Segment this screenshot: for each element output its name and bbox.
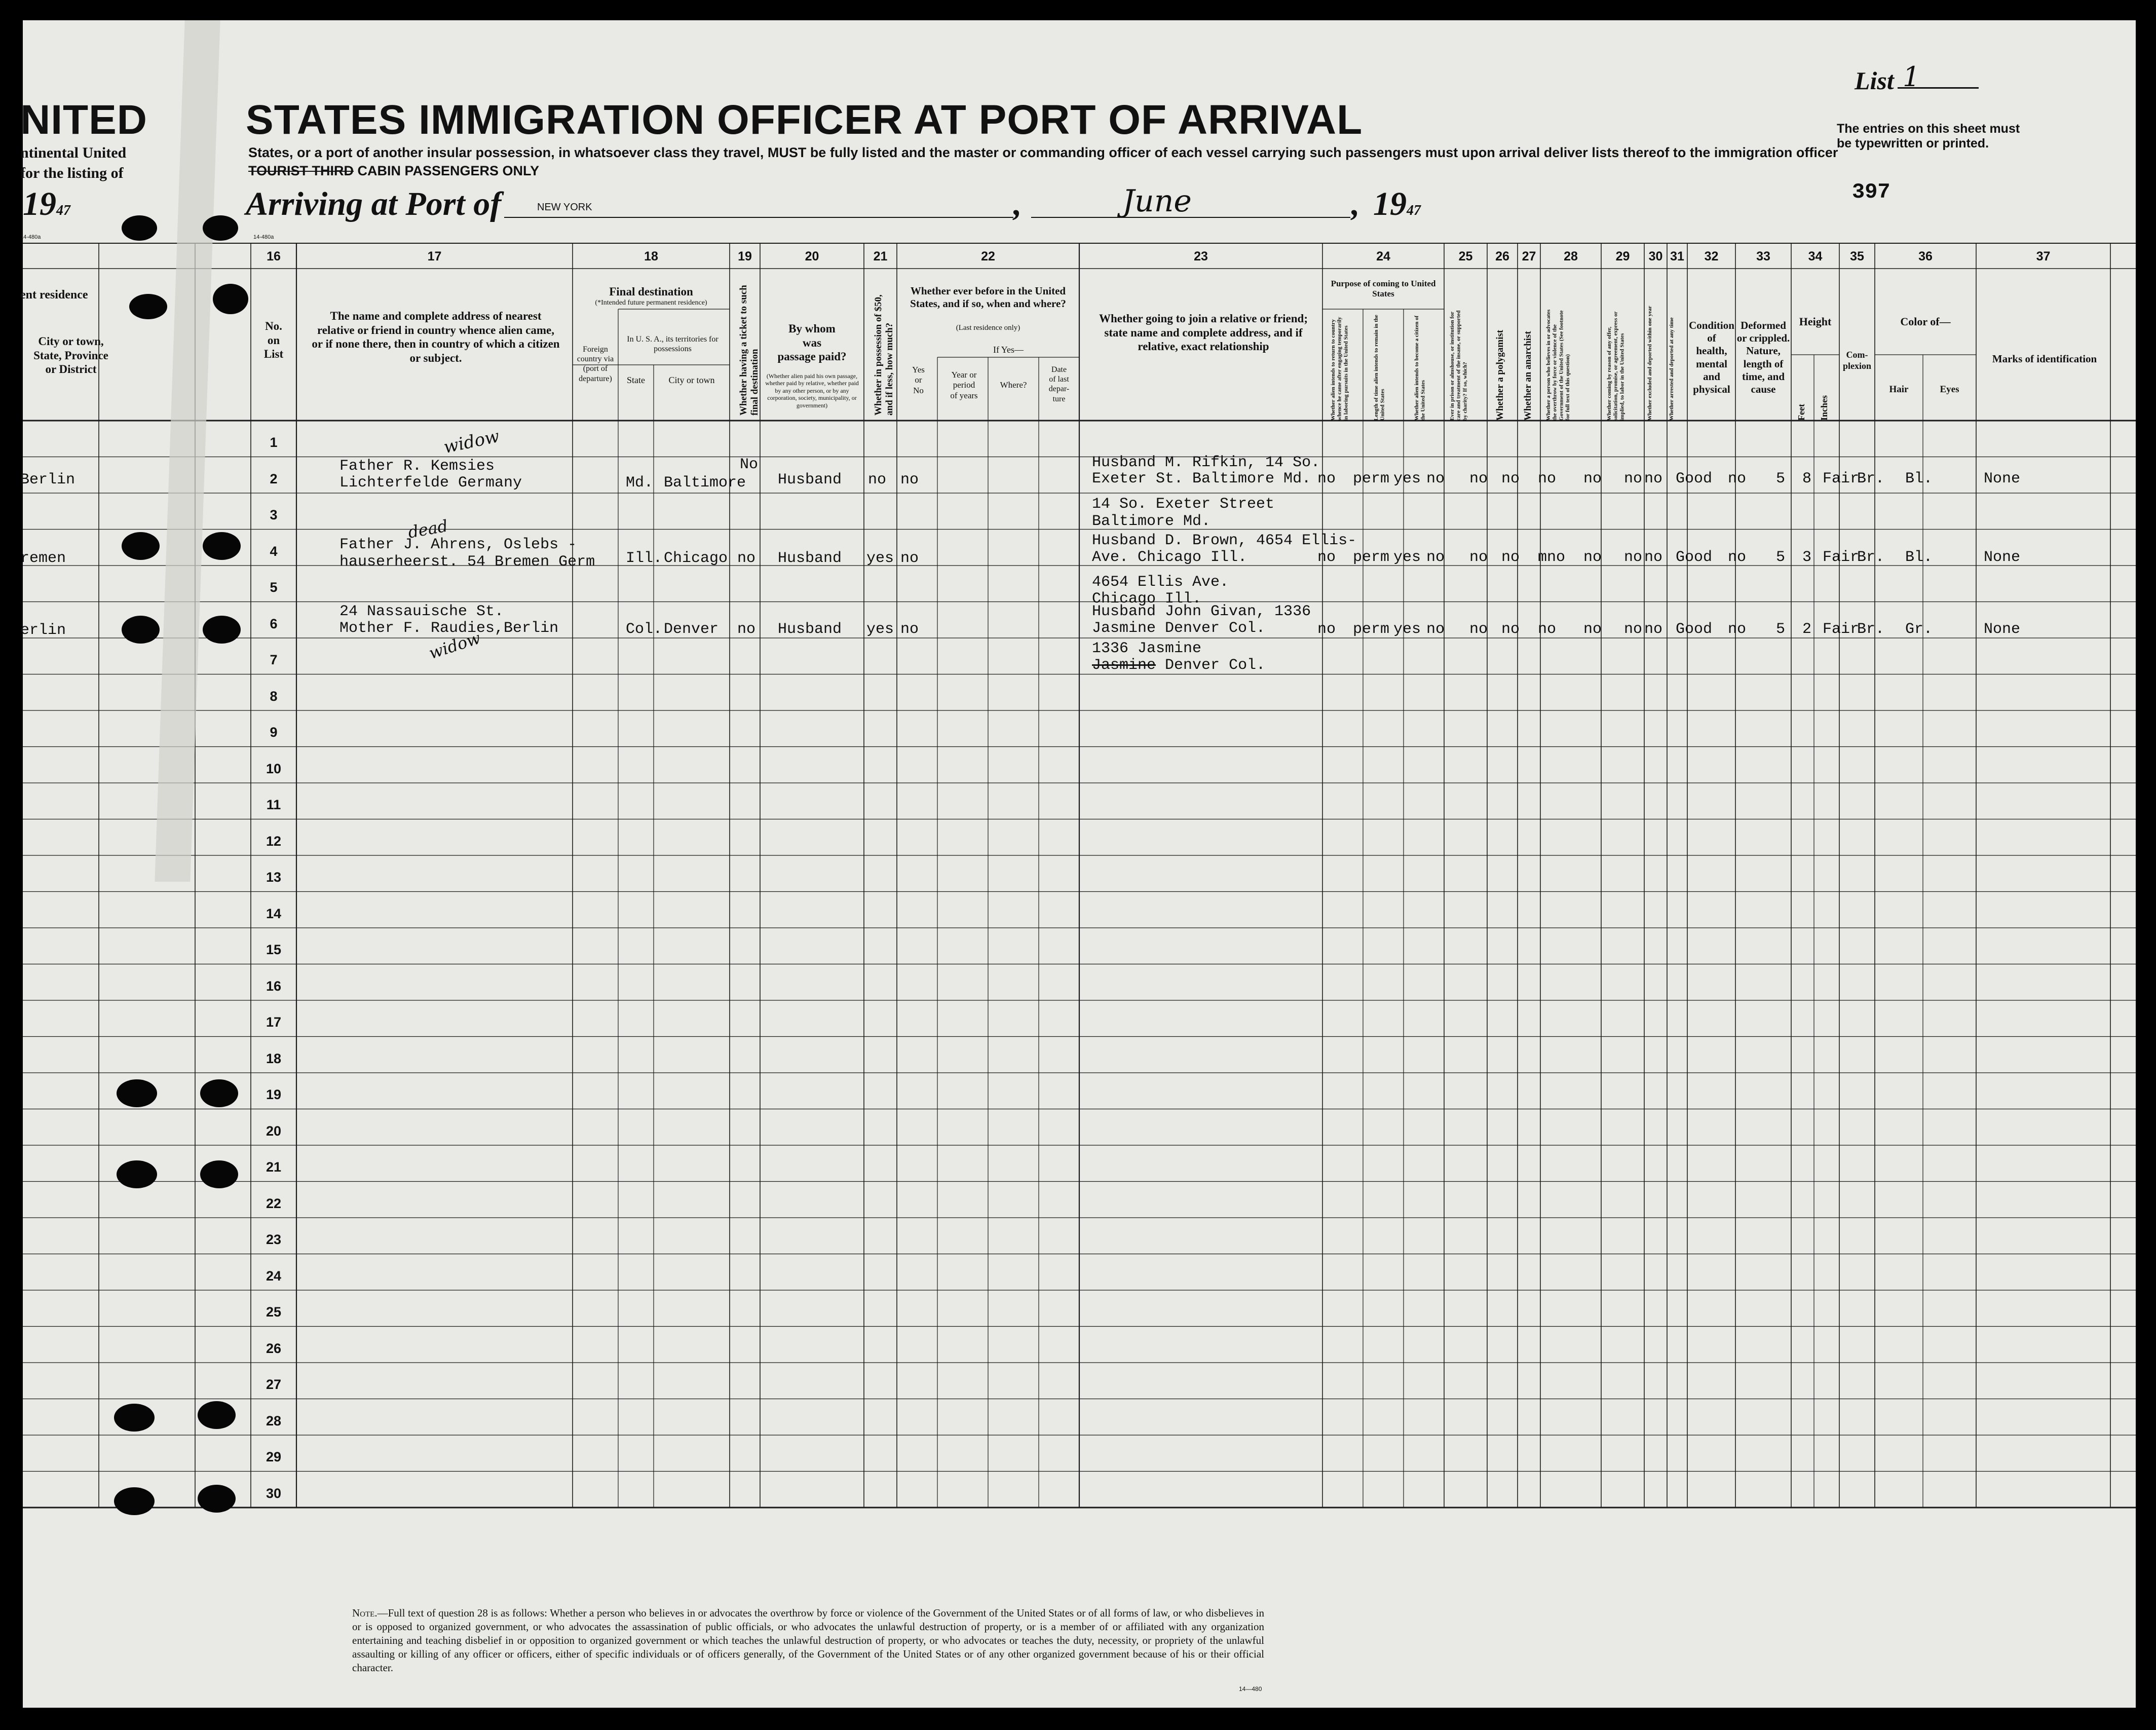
col-number: 26 [1495,249,1509,264]
polygamist-cell: no [1469,470,1488,487]
footnote-lead: Note. [352,1607,377,1619]
row-number: 8 [270,688,278,704]
state-cell: Col. [626,621,663,638]
paid-by-head [763,322,861,364]
row-number: 27 [266,1377,282,1392]
row-number: 13 [266,870,282,885]
health-cell: Good [1676,621,1713,638]
relative-handwritten: dead [406,516,449,542]
join-cell: Ave. Chicago Ill. [1092,549,1247,566]
feet-cell: 5 [1776,621,1786,638]
citizen-cell: yes [1393,549,1421,566]
return-cell: no [1317,621,1336,638]
no-on-list-line: List [263,348,284,361]
complexion-head [1839,350,1875,371]
join-relative-head: Whether going to join a relative or friend; state name and complete address, and if relative, exact relationship [1099,312,1308,353]
purpose-head: Purpose of coming to United States [1331,279,1436,299]
city-cell: Chicago [664,550,728,567]
row-number: 3 [270,507,278,522]
col-number: 16 [267,249,281,264]
q30-cell: no [1624,549,1643,566]
footnote [352,1606,1264,1674]
relative-handwritten: widow [426,628,483,663]
join-cell: Baltimore Md. [1092,513,1211,530]
anarchist-head: Whether an anarchist [1523,331,1533,421]
last-departure-line: depar- [1048,385,1070,394]
marks-cell: None [1984,549,2021,566]
inches-cell: 2 [1802,621,1812,638]
col-number: 24 [1376,249,1390,264]
ticket-cell: no [737,550,756,567]
q31-cell: no [1644,621,1663,638]
punch-hole [117,1160,157,1188]
in-usa-head: In U. S. A., its territories for possessions [627,335,718,354]
col-number: 33 [1756,249,1770,264]
footnote-form-code: 14—480 [1239,1685,1262,1693]
form-subtitle: States, or a port of another insular possession, in whatsoever class they travel, MUST be fully listed and the master or commanding officer of each vessel carrying such passengers must upon arrival deliver lists thereof to the immigration officer [248,145,1838,160]
inches-head: Inches [1819,395,1829,421]
punch-hole [129,294,167,319]
row-number: 30 [266,1485,282,1501]
eyes-cell: Gr. [1905,621,1933,638]
money-cell: yes [866,621,894,638]
q31-cell: no [1644,470,1663,487]
deformed-line: length of [1743,357,1784,370]
punch-hole [122,215,157,241]
row-number: 23 [266,1232,282,1247]
col-number: 19 [738,249,752,264]
join-cell: Chicago Ill. [1092,590,1202,608]
top-right-note [1837,122,2020,151]
residence-sub-line: City or town, [38,335,104,348]
polygamist-cell: no [1469,549,1488,566]
paid-by-cell: Husband [778,550,842,567]
polygamist-cell: no [1469,621,1488,638]
last-departure-line: ture [1052,394,1066,403]
final-destination-sub: (*Intended future permanent residence) [595,299,707,307]
last-departure-head [1039,365,1079,404]
length-cell: perm [1353,621,1390,638]
health-head [1688,319,1735,396]
col-number: 32 [1704,249,1719,264]
residence-cell: erlin [20,622,66,639]
left-cut-title: NITED [20,97,147,143]
punch-hole [200,1079,238,1107]
left-cut-line: for the listing of [20,165,124,181]
arrival-year [1373,185,1421,223]
punch-hole [203,532,241,560]
deformed-line: time, and [1742,370,1785,383]
year-period-head [940,370,988,401]
relative-cell: 24 Nassauische St. [339,603,504,620]
yes-no-line: Yes [912,365,925,374]
year-left [23,185,70,223]
row-number: 22 [266,1195,282,1211]
form-code: 14-480a [20,234,41,240]
complexion-cell: Fair [1823,621,1860,638]
eyes-cell: Bl. [1905,549,1933,566]
col-number: 21 [873,249,888,264]
punch-hole [198,1485,236,1513]
punch-hole [114,1487,155,1515]
complexion-line: plexion [1842,360,1871,371]
deformed-line: or crippled. [1736,332,1790,345]
anarchist-cell: no [1501,549,1520,566]
cabin-class: CABIN PASSENGERS ONLY [357,163,540,178]
year-period-line: of years [950,390,978,400]
q30-head: Whether excluded and deported within one year [1647,306,1653,421]
health-line: physical [1693,383,1730,395]
q29-cell: no [1583,470,1602,487]
year-period-line: Year or [951,370,977,380]
row-number: 6 [270,616,278,631]
arrival-month: June [1122,183,1192,219]
q31-cell: no [1644,549,1663,566]
relative-cell: Lichterfelde Germany [339,474,522,492]
inches-cell: 8 [1802,470,1812,487]
row-number: 2 [270,471,278,486]
deformed-line: Deformed [1741,319,1786,331]
paid-by-line: By whom [788,322,836,335]
col-number: 23 [1194,249,1208,264]
q30-cell: no [1624,470,1643,487]
port-underline [504,217,1013,218]
feet-head: Feet [1796,404,1806,421]
ever-before-cell: no [900,550,919,567]
feet-cell: 5 [1776,549,1786,566]
state-head: State [627,375,645,385]
list-number-underline [1898,87,1979,89]
col-number: 25 [1458,249,1473,264]
paid-by-line: passage paid? [777,350,847,363]
join-cell: 4654 Ellis Ave. [1092,574,1229,591]
port-name: NEW YORK [537,202,592,213]
ticket-cell: No [740,456,759,473]
punch-hole [122,616,160,644]
health-cell: Good [1676,549,1713,566]
nearest-relative-head: The name and complete address of nearest relative or friend in country whence alien came, or if none there, then in country of which a citizen or subject. [312,310,560,364]
state-cell: Ill. [626,550,663,567]
relative-cell: Father R. Kemsies [339,458,495,475]
anarchist-cell: no [1501,621,1520,638]
possession-head: Whether in possession of $50, and if less, how much? [873,294,895,416]
complexion-cell: Fair [1823,549,1860,566]
list-label: List [1855,66,1894,95]
row-number: 19 [266,1087,282,1102]
relative-cell: Father J. Ahrens, Oslebs - [339,536,577,553]
ever-before-cell: no [900,471,919,488]
col-number: 34 [1808,249,1823,264]
q28-cell: no [1538,621,1557,638]
row-number: 20 [266,1123,282,1139]
punch-hole [198,1401,236,1429]
yes-no-line: or [915,375,922,385]
row-number: 26 [266,1340,282,1356]
col-number: 36 [1918,249,1933,264]
hair-cell: Br. [1857,621,1885,638]
row-number: 9 [270,725,278,740]
row-number: 17 [266,1014,282,1030]
punch-hole [117,1079,157,1107]
year-period-line: period [953,380,975,390]
row-number: 4 [270,543,278,559]
health-cell: Good [1676,470,1713,487]
relative-cell: Mother F. Raudies,Berlin [339,620,559,637]
citizen-cell: yes [1393,621,1421,638]
form-code: 14-480a [253,234,274,240]
last-departure-line: of last [1049,375,1069,384]
relative-handwritten: widow [442,426,502,458]
row-number: 11 [266,797,281,812]
inches-cell: 3 [1802,549,1812,566]
length-cell: perm [1353,470,1390,487]
ticket-cell: no [737,621,756,638]
row-number: 28 [266,1413,282,1428]
prison-head: Ever in prison or almshouse, or institution for care and treatment of the insane, or supported by charity? If so, which? [1449,310,1468,421]
paid-by-line: was [802,336,822,349]
row-number: 16 [266,978,282,994]
footnote-text: —Full text of question 28 is as follows: Whether a person who believes in or advocates the overthrow by force or violence of the Government of the United States or of all forms of law, or who disbelieves in or is opposed to organized government, or who advocates the assassination of public officials, or who advocates the unlawful destruction of property, or is a member of or affiliated with any organization entertaining and teaching disbelief in or opposition to organized government or which teaches the unlawful destruction of property, or who advocates or teaches the duty, necessity, or propriety of the unlawful assaulting or killing of any officer or officers, either of specific individuals or of officers generally, of the Government of the United States or of any other organized government because of his or their official character. [352,1607,1264,1674]
manifest-sheet [20,20,2136,1708]
color-of-head: Color of— [1900,315,1951,328]
hair-cell: Br. [1857,549,1885,566]
left-cut-line: ntinental United [20,144,127,161]
no-on-list-line: on [267,333,280,347]
comma: , [1013,185,1022,222]
marks-head: Marks of identification [1992,353,2097,365]
q28-head: Whether a person who believes in or advocates the overthrow by force or violence of the Government of the United States (See footnote for full text of this question) [1545,309,1571,421]
row-number: 21 [266,1159,282,1175]
row-number: 5 [270,580,278,595]
eyes-head: Eyes [1940,384,1959,395]
top-right-note-line: The entries on this sheet must [1837,122,2020,136]
col-number: 22 [981,249,995,264]
year-left-suffix: 47 [56,203,70,218]
list-number: 1 [1903,61,1920,93]
struck-text: Jasmine [1092,657,1156,674]
year-suffix: 47 [1407,203,1421,218]
ever-before-cell: no [900,621,919,638]
residence-cell: Berlin [20,471,75,488]
city-cell: Baltimore [664,474,746,492]
row-number: 18 [266,1050,282,1066]
height-head: Height [1799,315,1832,328]
health-line: of [1707,332,1716,345]
last-departure-line: Date [1051,365,1067,374]
complexion-cell: Fair [1823,470,1860,487]
row-number: 14 [266,906,282,921]
health-line: mental [1696,357,1727,370]
purpose-return-head: Whether alien intends to return to country whence he came after engaging temporarily in laboring pursuits in the United States [1330,317,1349,421]
city-cell: Denver [664,621,719,638]
punch-hole [213,284,248,314]
col-number: 37 [2036,249,2051,264]
paid-by-sub: (Whether alien paid his own passage, whether paid by relative, whether paid by any other person, or by any corporation, society, municipality, or government) [765,372,859,409]
return-cell: no [1317,470,1336,487]
deformed-cell: no [1728,621,1747,638]
join-cell: Exeter St. Baltimore Md. [1092,470,1311,487]
deformed-head [1735,319,1791,396]
residence-head: ent residence [20,288,88,302]
row-number: 10 [266,761,282,776]
col-number: 27 [1522,249,1536,264]
arriving-label: Arriving at Port of [246,185,502,222]
residence-sub-line: or District [45,363,97,376]
table-grid [23,20,2136,1708]
punch-hole [203,215,238,241]
join-cell: Husband D. Brown, 4654 Ellis- [1092,532,1357,549]
feet-cell: 5 [1776,470,1786,487]
health-line: health, [1696,345,1727,357]
join-cell: Husband M. Rifkin, 14 So. [1092,454,1320,471]
money-cell: no [868,471,887,488]
deformed-line: cause [1751,383,1776,395]
purpose-length-head: Length of time alien intends to remain in the United States [1373,315,1386,421]
col-number: 20 [805,249,819,264]
deformed-cell: no [1728,470,1747,487]
deformed-line: Nature, [1746,345,1781,357]
eyes-cell: Bl. [1905,470,1933,487]
city-head: City or town [668,375,715,385]
row-number: 1 [270,435,278,450]
join-cell: Jasmine Denver Col. [1092,620,1266,637]
deformed-cell: no [1728,549,1747,566]
hair-head: Hair [1889,384,1909,395]
length-cell: perm [1353,549,1390,566]
no-on-list-line: No. [265,320,282,332]
citizen-cell: yes [1393,470,1421,487]
join-cell: 14 So. Exeter Street [1092,496,1275,513]
col-number: 18 [644,249,658,264]
join-cell-text: Denver Col. [1165,657,1266,674]
complexion-line: Com- [1846,350,1868,360]
paid-by-cell: Husband [778,471,842,488]
col-number: 28 [1564,249,1578,264]
col-number: 17 [427,249,442,264]
row-number: 7 [270,652,278,667]
q28-cell: no [1538,470,1557,487]
paid-by-cell: Husband [778,621,842,638]
health-line: and [1703,370,1720,383]
comma: , [1351,185,1360,222]
ticket-head: Whether having a ticket to such final destination [738,285,760,416]
prison-cell: no [1426,470,1445,487]
row-number: 12 [266,833,282,849]
col-number: 31 [1670,249,1684,264]
punch-hole [122,532,160,560]
no-on-list-head [251,319,296,361]
ever-before-head: Whether ever before in the United States, and if so, when and where? [910,285,1066,310]
health-line: Condition [1689,319,1734,331]
money-cell: yes [866,550,894,567]
residence-cell: remen [20,550,66,567]
q31-head: Whether arrested and deported at any time [1669,317,1675,421]
sheet-number: 397 [1852,180,1890,204]
col-number: 30 [1648,249,1663,264]
join-cell: Husband John Givan, 1336 [1092,603,1311,620]
final-destination-head: Final destination [609,285,693,298]
struck-class: TOURIST THIRD [248,163,354,178]
foreign-country-head: Foreign country via (port of departure) [577,345,614,383]
year-prefix: 19 [1373,185,1407,222]
relative-cell: hauserheerst. 54 Bremen Germ [339,553,595,571]
residence-sub-line: State, Province [33,349,108,362]
where-head: Where? [1000,380,1027,390]
residence-sub [20,334,122,377]
yes-no-line: No [913,385,924,395]
state-cell: Md. [626,474,654,492]
anarchist-cell: no [1501,470,1520,487]
row-number: 24 [266,1268,282,1284]
top-right-note-line: be typewritten or printed. [1837,136,1989,151]
join-cell-line [1092,657,1265,674]
if-yes: If Yes— [993,345,1024,355]
year-left-prefix: 19 [23,185,56,222]
col-number: 29 [1615,249,1630,264]
q30-cell: no [1624,621,1643,638]
row-number: 15 [266,942,282,957]
marks-cell: None [1984,470,2021,487]
col-number: 35 [1850,249,1864,264]
q28-cell: mno [1538,549,1566,566]
form-title: STATES IMMIGRATION OFFICER AT PORT OF ARRIVAL [246,97,1363,143]
polygamist-head: Whether a polygamist [1495,329,1505,421]
row-number: 25 [266,1304,282,1320]
q29-cell: no [1583,621,1602,638]
punch-hole [200,1160,238,1188]
q29-cell: no [1583,549,1602,566]
hair-cell: Br. [1857,470,1885,487]
prison-cell: no [1426,549,1445,566]
prison-cell: no [1426,621,1445,638]
q29-head: Whether coming by reason of any offer, solicitation, promise, or agreement, express or implied, to labor in the United States [1606,311,1625,421]
marks-cell: None [1984,621,2021,638]
last-residence: (Last residence only) [956,324,1020,332]
row-number: 29 [266,1449,282,1464]
punch-hole [114,1404,155,1432]
punch-hole [203,616,241,644]
join-cell: 1336 Jasmine [1092,640,1202,657]
yes-no-head [899,365,937,396]
cabin-class-line [248,163,539,179]
purpose-citizen-head: Whether alien intends to become a citizen of the United States [1414,315,1426,421]
return-cell: no [1317,549,1336,566]
